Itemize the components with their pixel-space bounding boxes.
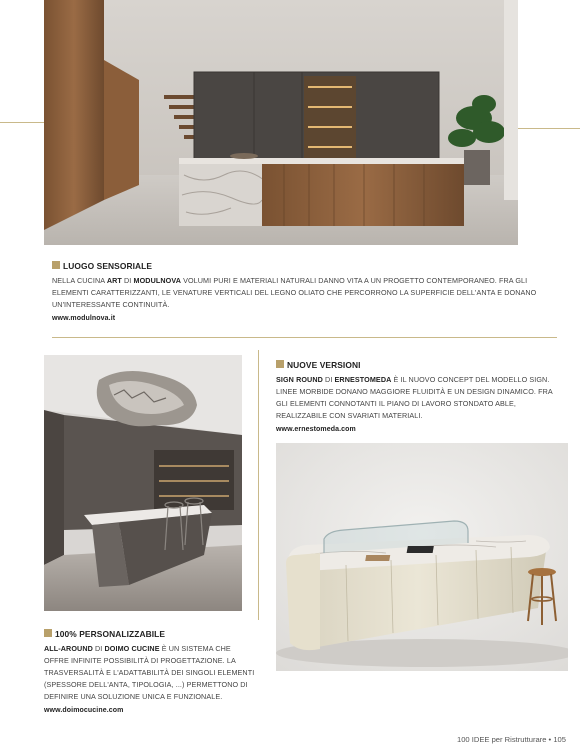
block2-body: SIGN ROUND DI ERNESTOMEDA È IL NUOVO CONCEPT DEL MODELLO SIGN. LINEE MORBIDE DONANO MAGGIORE FLUIDITÀ E UN DESIGN DINAMICO. FRA GLI ELEMENTI CONNOTANTI IL PIANO DI LAVORO STONDATO ABLE, REALIZZABILE CON SVARIATI MATERIALI. bbox=[276, 375, 553, 420]
page-folio: 100 IDEE per Ristrutturare • 105 bbox=[456, 735, 566, 744]
block3-text bbox=[44, 628, 256, 717]
block1-text bbox=[52, 260, 552, 325]
square-bullet-icon bbox=[44, 629, 52, 637]
block3-heading-row bbox=[44, 628, 256, 641]
modulnova-kitchen-photo bbox=[44, 0, 518, 245]
block1-body: NELLA CUCINA ART DI MODULNOVA VOLUMI PURI E MATERIALI NATURALI DANNO VITA A UN PROGETTO CONTEMPORANEO. FRA GLI ELEMENTI CARATTERIZZANTI, LE VENATURE VERTICALI DEL LEGNO OLIATO CHE PERCORRONO LA SUPERFICIE DELL'ANTA E DONANO UN'INTERESSANTE CONTINUITÀ. bbox=[52, 276, 537, 309]
square-bullet-icon bbox=[276, 360, 284, 368]
doimo-kitchen-photo bbox=[44, 355, 242, 611]
block3-body: ALL-AROUND DI DOIMO CUCINE È UN SISTEMA CHE OFFRE INFINITE POSSIBILITÀ DI PROGETTAZIONE. LA TRASVERSALITÀ E L'ADATTABILITÀ DEI SINGOLI ELEMENTI (SPESSORE DELL'ANTA, TIPOLOGIA, ...) PERMETTONO DI DEFINIRE UNA SOLUZIONE UNICA E FUNZIONALE. bbox=[44, 644, 255, 701]
top-rule-right bbox=[518, 128, 580, 129]
top-rule-left bbox=[0, 122, 44, 123]
column-divider bbox=[258, 350, 259, 620]
block2-text bbox=[276, 359, 558, 436]
modulnova-link[interactable]: www.modulnova.it bbox=[52, 315, 116, 322]
block1-heading-row bbox=[52, 260, 552, 273]
ernestomeda-link[interactable]: www.ernestomeda.com bbox=[276, 426, 356, 433]
block2-heading-row bbox=[276, 359, 558, 372]
square-bullet-icon bbox=[52, 261, 60, 269]
doimocucine-link[interactable]: www.doimocucine.com bbox=[44, 707, 124, 714]
ernestomeda-island-photo bbox=[276, 443, 568, 671]
block1-heading: LUOGO SENSORIALE bbox=[63, 261, 153, 271]
block3-heading: 100% PERSONALIZZABILE bbox=[55, 629, 166, 639]
section-divider bbox=[52, 337, 557, 338]
block2-heading: NUOVE VERSIONI bbox=[287, 360, 361, 370]
